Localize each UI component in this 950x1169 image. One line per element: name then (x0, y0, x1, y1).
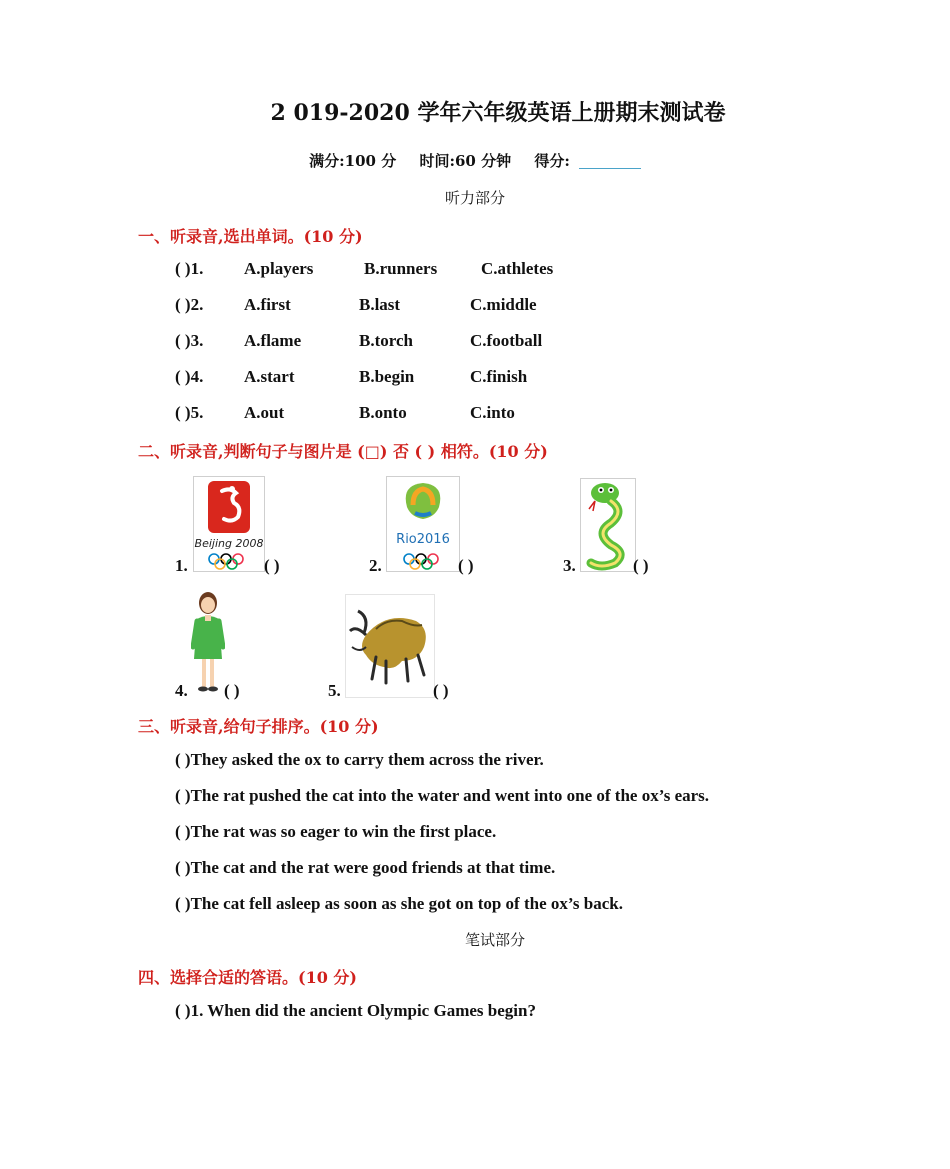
option-b: B.onto (359, 403, 407, 422)
section3-item-3[interactable]: ( )The rat was so eager to win the first place. (175, 822, 497, 841)
option-a: A.start (244, 367, 295, 386)
section4-item-1[interactable]: ( )1. When did the ancient Olympic Games begin? (175, 1001, 536, 1020)
score-blank[interactable] (579, 152, 641, 169)
time-limit: 时间:60 分钟 (419, 152, 512, 170)
beijing-2008-logo-icon (193, 476, 265, 572)
option-c: C.middle (470, 295, 537, 314)
score-label: 得分: (534, 152, 570, 170)
beijing-2008-caption: Beijing 2008 (194, 537, 264, 550)
picture-1-blank[interactable]: ( ) (264, 556, 280, 575)
picture-4-number: 4. (175, 681, 188, 700)
option-a: A.first (244, 295, 291, 314)
answer-blank[interactable]: ( )1. (175, 259, 204, 278)
section3-item-5[interactable]: ( )The cat fell asleep as soon as she got on top of the ox’s back. (175, 894, 623, 913)
picture-5-number: 5. (328, 681, 341, 700)
option-b: B.begin (359, 367, 415, 386)
rio-2016-logo-icon (386, 476, 460, 572)
option-a: A.players (244, 259, 314, 278)
picture-3-blank[interactable]: ( ) (633, 556, 649, 575)
page-title: 2 019-2020 学年六年级英语上册期末测试卷 (270, 100, 726, 126)
option-c: C.athletes (481, 259, 554, 278)
section3-item-1[interactable]: ( )They asked the ox to carry them across the river. (175, 750, 544, 769)
picture-3-number: 3. (563, 556, 576, 575)
answer-blank[interactable]: ( )2. (175, 295, 204, 314)
listening-header: 听力部分 (444, 189, 505, 207)
exam-meta (0, 150, 950, 171)
section3-item-4[interactable]: ( )The cat and the rat were good friends at that time. (175, 858, 556, 877)
picture-2-blank[interactable]: ( ) (458, 556, 474, 575)
written-header: 笔试部分 (464, 931, 525, 949)
section1-item-1 (175, 259, 775, 281)
section1-item-2 (175, 295, 775, 317)
picture-1-number: 1. (175, 556, 188, 575)
section1-item-5 (175, 403, 775, 425)
rio-2016-caption: Rio2016 (396, 532, 450, 547)
picture-4-blank[interactable]: ( ) (224, 681, 240, 700)
option-c: C.into (470, 403, 515, 422)
section2-heading: 二、听录音,判断句子与图片是 (□) 否 ( ) 相符。(10 分) (138, 442, 548, 461)
picture-2-number: 2. (369, 556, 382, 575)
section1-item-4 (175, 367, 775, 389)
woman-icon (191, 589, 225, 697)
option-b: B.torch (359, 331, 413, 350)
section1-item-3 (175, 331, 775, 353)
option-a: A.flame (244, 331, 302, 350)
answer-blank[interactable]: ( )5. (175, 403, 204, 422)
answer-blank[interactable]: ( )4. (175, 367, 204, 386)
option-c: C.finish (470, 367, 528, 386)
answer-blank[interactable]: ( )3. (175, 331, 204, 350)
section4-heading: 四、选择合适的答语。(10 分) (138, 968, 357, 987)
option-c: C.football (470, 331, 543, 350)
ox-icon (345, 594, 435, 698)
section1-heading: 一、听录音,选出单词。(10 分) (138, 227, 363, 246)
picture-5-blank[interactable]: ( ) (433, 681, 449, 700)
option-a: A.out (244, 403, 285, 422)
option-b: B.last (359, 295, 401, 314)
option-b: B.runners (364, 259, 438, 278)
full-marks: 满分:100 分 (309, 152, 397, 170)
section3-heading: 三、听录音,给句子排序。(10 分) (138, 717, 379, 736)
snake-icon (580, 478, 636, 572)
section3-item-2[interactable]: ( )The rat pushed the cat into the water and went into one of the ox’s ears. (175, 786, 710, 805)
